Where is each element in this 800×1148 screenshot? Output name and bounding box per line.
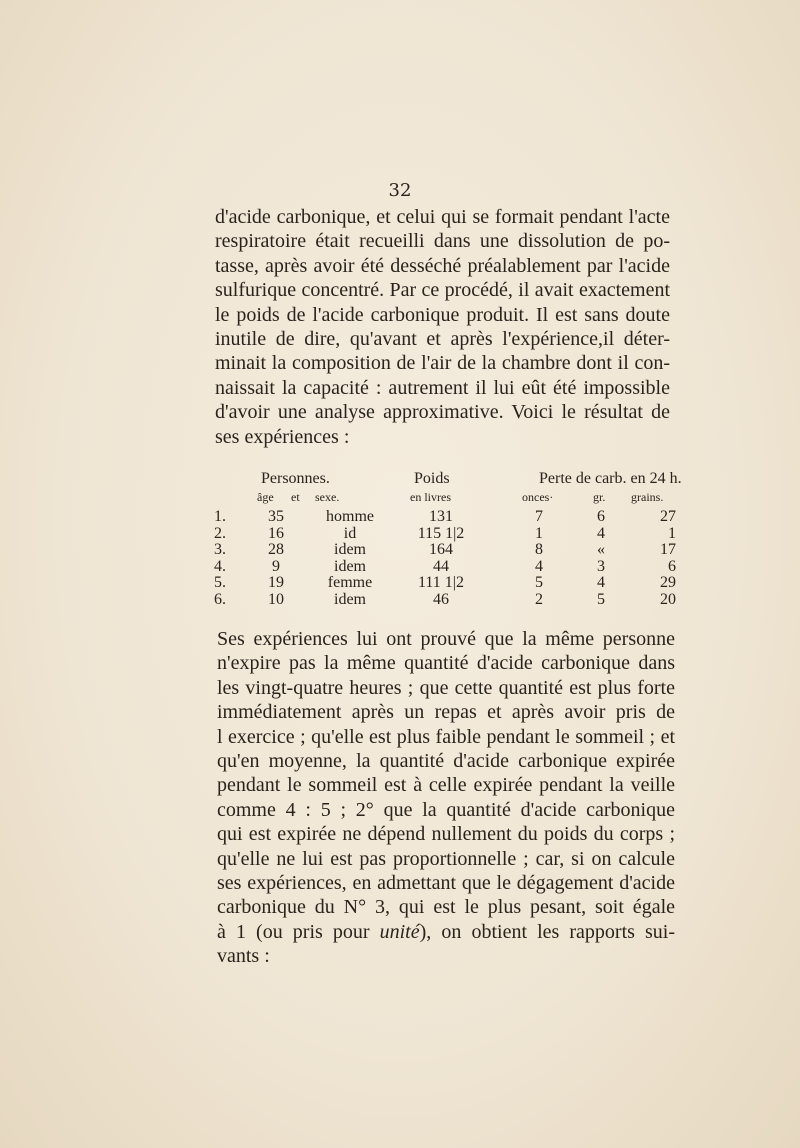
italic-word: unité [379,920,420,943]
text-line: les vingt-quatre heures ; que cette quantité est plus forte [217,676,675,699]
cell-number: 1. [214,508,226,525]
subheader-gr: gr. [593,490,606,504]
cell-ounces: 2 [535,591,543,608]
cell-ounces: 5 [535,574,543,592]
cell-age: 19 [268,574,284,592]
text-line: le poids de l'acide carbonique produit. Il est sans doute [215,303,670,326]
cell-gros: 5 [597,591,605,608]
text-line: inutile de dire, qu'avant et après l'expérience,il déter- [215,328,670,351]
text-line: minait la composition de l'air de la chambre dont il con- [215,352,670,375]
text-line: qu'elle ne lui est pas proportionnelle ; car, si on calcule [217,847,675,870]
paragraph-intro [215,205,670,449]
text-line: pendant le sommeil est à celle expirée pendant la veille [217,774,675,797]
paragraph-conclusions [217,627,675,969]
text-line: respiratoire était recueilli dans une dissolution de po- [215,230,670,253]
cell-weight: 131 [429,508,453,525]
text-line: d'acide carbonique, et celui qui se formait pendant l'acte [215,206,670,228]
text-line: comme 4 : 5 ; 2° que la quantité d'acide carbonique [217,798,675,821]
text-line: tasse, après avoir été desséché préalablement par l'acide [215,254,670,277]
text-line: qui est expirée ne dépend nullement du poids du corps ; [217,823,675,846]
cell-ounces: 8 [535,541,543,559]
text-line: l exercice ; qu'elle est plus faible pendant le sommeil ; et [217,725,675,748]
cell-number: 6. [214,591,226,608]
cell-weight: 164 [429,541,453,559]
cell-number: 4. [214,557,226,575]
cell-sex: idem [334,541,366,559]
cell-sex: idem [334,591,366,608]
subheader-age: âge [257,490,274,504]
cell-grains: 20 [660,591,676,608]
cell-age: 10 [268,591,284,608]
text-line: carbonique du N° 3, qui est le plus pesant, soit égale [217,896,675,919]
text-line: qu'en moyenne, la quantité d'acide carbonique expirée [217,750,675,773]
subheader-et: et [291,490,300,504]
cell-age: 28 [268,541,284,559]
subheader-onces: onces· [522,490,554,504]
text-line: ses expériences : [215,425,350,448]
page-number: 32 [388,180,412,201]
cell-sex: idem [334,557,366,575]
cell-sex: id [343,524,357,542]
header-personnes: Personnes. [261,470,330,487]
cell-age: 9 [272,557,280,575]
header-perte: Perte de carb. en 24 h. [539,470,682,487]
text-span: à 1 (ou pris pour [217,920,380,943]
cell-grains: 27 [660,508,676,525]
cell-gros: 4 [597,574,605,592]
text-line: naissait la capacité : autrement il lui eût été impossible [215,376,670,399]
cell-weight: 46 [433,591,449,608]
text-line: vants : [217,945,270,968]
cell-weight: 44 [433,557,449,575]
cell-gros: 3 [597,557,605,575]
cell-weight: 111 1|2 [417,574,464,592]
subheader-sexe: sexe. [315,490,340,504]
cell-number: 5. [214,574,226,592]
cell-age: 16 [268,524,284,542]
cell-grains: 29 [660,574,676,592]
data-table [214,470,682,610]
text-line: d'avoir une analyse approximative. Voici le résultat de [215,401,670,424]
cell-number: 3. [214,541,226,559]
cell-sex: femme [327,574,373,592]
subheader-en-livres: en livres [410,490,451,504]
cell-ounces: 1 [535,524,543,542]
cell-sex: homme [326,508,374,525]
cell-gros: 4 [597,524,605,542]
text-line: sulfurique concentré. Par ce procédé, il avait exactement [215,279,670,302]
cell-grains: 1 [668,524,676,542]
cell-gros: « [597,541,605,559]
cell-ounces: 7 [535,508,543,525]
text-line: ses expériences, en admettant que le dégagement d'acide [217,872,675,895]
cell-ounces: 4 [535,557,543,575]
cell-grains: 17 [660,541,676,559]
cell-gros: 6 [597,508,605,525]
cell-grains: 6 [668,557,676,575]
subheader-grains: grains. [631,490,664,504]
text-span: ), on obtient les rapports sui- [419,920,676,943]
cell-age: 35 [268,508,284,525]
cell-weight: 115 1|2 [417,524,465,542]
text-line [217,920,675,944]
text-line: n'expire pas la même quantité d'acide carbonique dans [217,652,675,675]
cell-number: 2. [214,524,226,542]
text-line: Ses expériences lui ont prouvé que la même personne [217,628,675,650]
header-poids: Poids [414,470,450,487]
text-line: immédiatement après un repas et après avoir pris de [217,701,675,724]
